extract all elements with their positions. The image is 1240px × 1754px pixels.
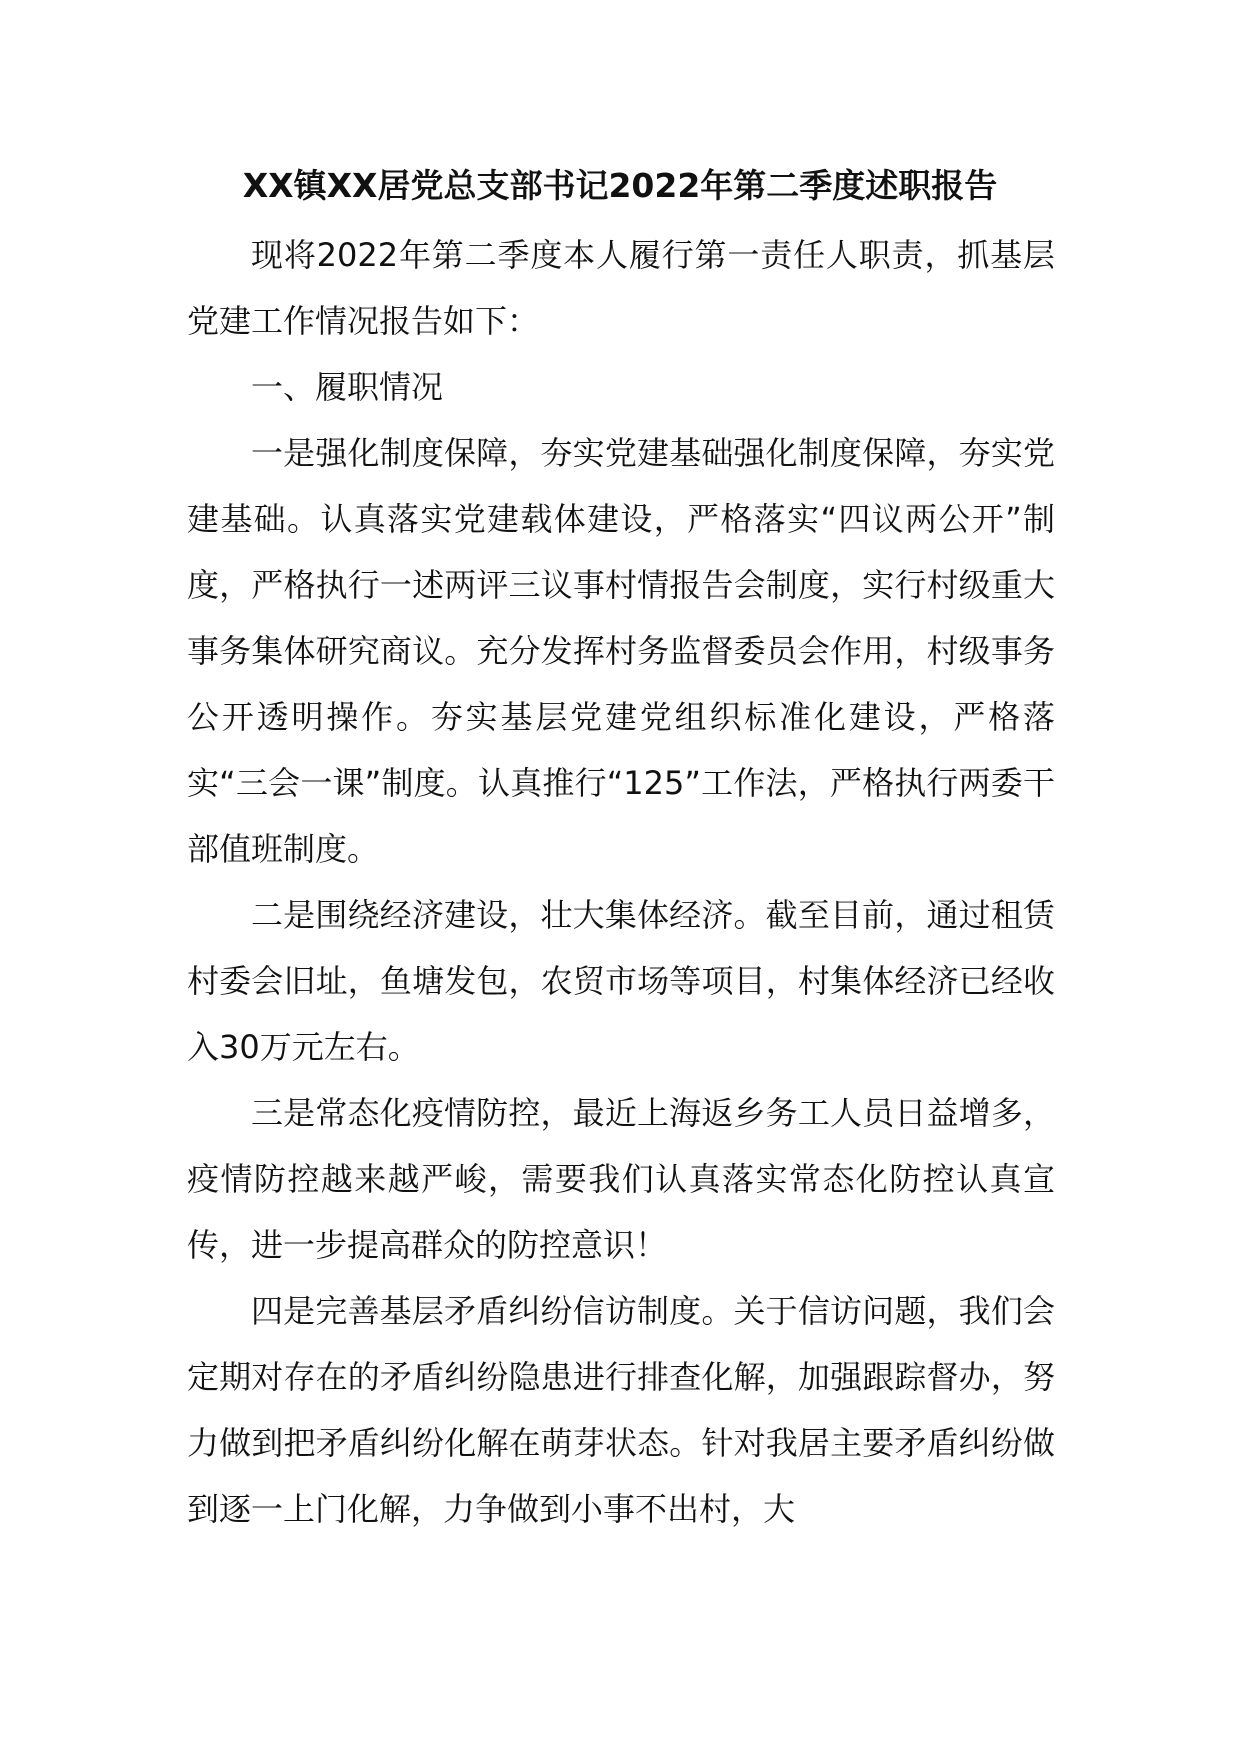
paragraph-economy: 二是围绕经济建设，壮大集体经济。截至目前，通过租赁村委会旧址，鱼塘发包，农贸市场等项目，村集体经济已经收入30万元左右。 xyxy=(187,896,1055,1066)
paragraph-epidemic: 三是常态化疫情防控，最近上海返乡务工人员日益增多，疫情防控越来越严峻，需要我们认真落实常态化防控认真宣传，进一步提高群众的防控意识！ xyxy=(187,1094,1055,1264)
paragraph-institution: 一是强化制度保障，夯实党建基础强化制度保障，夯实党建基础。认真落实党建载体建设，严格落实“四议两公开”制度，严格执行一述两评三议事村情报告会制度，实行村级重大事务集体研究商议。充分发挥村务监督委员会作用，村级事务公开透明操作。夯实基层党建党组织标准化建设，严格落实“三会一课”制度。认真推行“125”工作法，严格执行两委干部值班制度。 xyxy=(187,434,1055,868)
paragraph-intro: 现将2022年第二季度本人履行第一责任人职责，抓基层党建工作情况报告如下： xyxy=(187,236,1055,340)
paragraph-petition: 四是完善基层矛盾纠纷信访制度。关于信访问题，我们会定期对存在的矛盾纠纷隐患进行排查化解，加强跟踪督办，努力做到把矛盾纠纷化解在萌芽状态。针对我居主要矛盾纠纷做到逐一上门化解，力争做到小事不出村，大 xyxy=(187,1292,1055,1528)
document-title: XX镇XX居党总支部书记2022年第二季度述职报告 xyxy=(242,166,998,205)
document-body xyxy=(187,222,1055,1542)
section-heading: 一、履职情况 xyxy=(251,368,444,406)
